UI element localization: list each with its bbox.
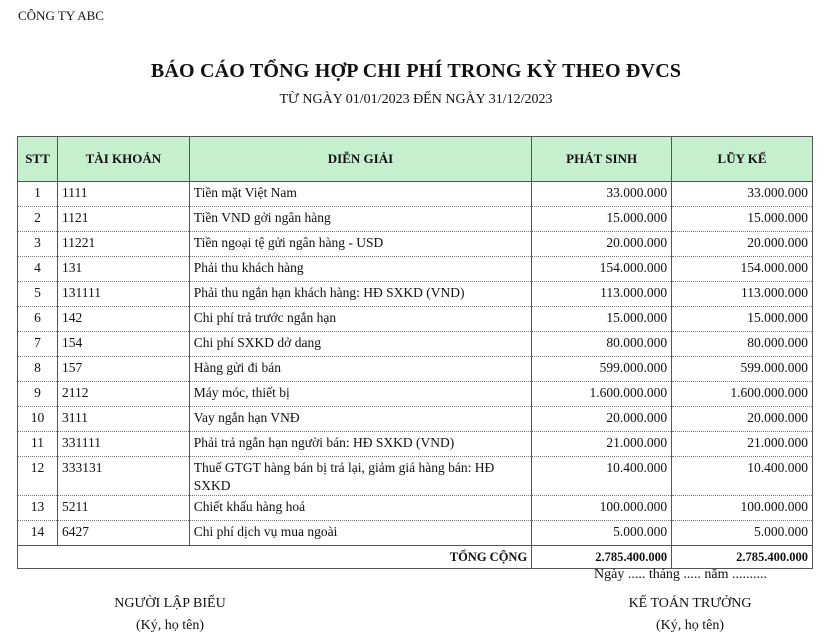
row-stt: 14 <box>18 521 58 546</box>
row-account: 3111 <box>57 407 189 432</box>
row-stt: 12 <box>18 457 58 496</box>
table-row <box>18 407 813 432</box>
row-description: Thuế GTGT hàng bán bị trả lại, giảm giá hàng bán: HĐ SXKD <box>189 457 531 496</box>
table-row <box>18 457 813 496</box>
total-label: TỔNG CỘNG <box>18 546 532 569</box>
row-amount: 15.000.000 <box>532 207 672 232</box>
row-amount: 599.000.000 <box>532 357 672 382</box>
row-description: Phải trả ngắn hạn người bán: HĐ SXKD (VND) <box>189 432 531 457</box>
column-header-cumulative: LŨY KẾ <box>672 137 813 182</box>
row-amount: 154.000.000 <box>532 257 672 282</box>
column-header-description: DIỄN GIẢI <box>189 137 531 182</box>
row-stt: 6 <box>18 307 58 332</box>
row-amount: 100.000.000 <box>532 496 672 521</box>
row-amount: 1.600.000.000 <box>532 382 672 407</box>
row-amount: 5.000.000 <box>532 521 672 546</box>
table-row <box>18 182 813 207</box>
row-account: 11221 <box>57 232 189 257</box>
row-stt: 10 <box>18 407 58 432</box>
row-amount: 80.000.000 <box>532 332 672 357</box>
row-amount: 15.000.000 <box>532 307 672 332</box>
row-amount: 113.000.000 <box>532 282 672 307</box>
row-cumulative: 21.000.000 <box>672 432 813 457</box>
table-row <box>18 332 813 357</box>
row-amount: 20.000.000 <box>532 407 672 432</box>
row-account: 157 <box>57 357 189 382</box>
report-period: TỪ NGÀY 01/01/2023 ĐẾN NGÀY 31/12/2023 <box>279 92 553 107</box>
row-description: Hàng gửi đi bán <box>189 357 531 382</box>
row-account: 142 <box>57 307 189 332</box>
row-amount: 20.000.000 <box>532 232 672 257</box>
table-row <box>18 357 813 382</box>
accountant-signature <box>610 596 770 634</box>
column-header-amount: PHÁT SINH <box>532 137 672 182</box>
accountant-role: KẾ TOÁN TRƯỞNG <box>628 596 752 611</box>
row-cumulative: 5.000.000 <box>672 521 813 546</box>
row-account: 1121 <box>57 207 189 232</box>
preparer-role: NGƯỜI LẬP BIỂU <box>114 596 226 611</box>
row-stt: 2 <box>18 207 58 232</box>
row-account: 154 <box>57 332 189 357</box>
table-row <box>18 257 813 282</box>
table-row <box>18 382 813 407</box>
row-stt: 9 <box>18 382 58 407</box>
row-description: Tiền mặt Việt Nam <box>189 182 531 207</box>
row-cumulative: 1.600.000.000 <box>672 382 813 407</box>
row-cumulative: 113.000.000 <box>672 282 813 307</box>
row-stt: 4 <box>18 257 58 282</box>
table-row <box>18 282 813 307</box>
table-row <box>18 232 813 257</box>
company-name: CÔNG TY ABC <box>18 8 104 23</box>
date-line: Ngày ..... tháng ..... năm .......... <box>594 567 768 582</box>
row-description: Máy móc, thiết bị <box>189 382 531 407</box>
accountant-note: (Ký, họ tên) <box>655 618 725 633</box>
total-cumulative: 2.785.400.000 <box>672 546 813 569</box>
row-description: Tiền ngoại tệ gửi ngân hàng - USD <box>189 232 531 257</box>
row-description: Phải thu ngắn hạn khách hàng: HĐ SXKD (VND) <box>189 282 531 307</box>
column-header-account: TÀI KHOẢN <box>57 137 189 182</box>
row-cumulative: 15.000.000 <box>672 307 813 332</box>
row-cumulative: 10.400.000 <box>672 457 813 496</box>
total-row <box>18 546 813 569</box>
row-amount: 10.400.000 <box>532 457 672 496</box>
row-cumulative: 80.000.000 <box>672 332 813 357</box>
table-header-row <box>18 137 813 182</box>
row-amount: 21.000.000 <box>532 432 672 457</box>
row-account: 131 <box>57 257 189 282</box>
row-amount: 33.000.000 <box>532 182 672 207</box>
row-stt: 1 <box>18 182 58 207</box>
row-account: 2112 <box>57 382 189 407</box>
row-account: 5211 <box>57 496 189 521</box>
row-stt: 3 <box>18 232 58 257</box>
row-cumulative: 100.000.000 <box>672 496 813 521</box>
table-row <box>18 521 813 546</box>
preparer-note: (Ký, họ tên) <box>135 618 205 633</box>
column-header-stt: STT <box>18 137 58 182</box>
row-stt: 11 <box>18 432 58 457</box>
table-row <box>18 207 813 232</box>
table-row <box>18 496 813 521</box>
row-account: 6427 <box>57 521 189 546</box>
row-cumulative: 599.000.000 <box>672 357 813 382</box>
cost-report-table <box>17 136 813 569</box>
row-cumulative: 33.000.000 <box>672 182 813 207</box>
row-stt: 13 <box>18 496 58 521</box>
total-amount: 2.785.400.000 <box>532 546 672 569</box>
table-row <box>18 307 813 332</box>
row-description: Chiết khấu hàng hoá <box>189 496 531 521</box>
row-stt: 5 <box>18 282 58 307</box>
preparer-signature <box>100 596 240 634</box>
row-cumulative: 20.000.000 <box>672 232 813 257</box>
row-description: Chi phí dịch vụ mua ngoài <box>189 521 531 546</box>
row-stt: 7 <box>18 332 58 357</box>
row-cumulative: 15.000.000 <box>672 207 813 232</box>
row-account: 1111 <box>57 182 189 207</box>
row-description: Tiền VND gởi ngân hàng <box>189 207 531 232</box>
table-body <box>18 182 813 569</box>
row-account: 333131 <box>57 457 189 496</box>
row-description: Vay ngắn hạn VNĐ <box>189 407 531 432</box>
report-title: BÁO CÁO TỔNG HỢP CHI PHÍ TRONG KỲ THEO ĐVCS <box>150 60 682 82</box>
row-description: Chi phí SXKD dở dang <box>189 332 531 357</box>
row-account: 331111 <box>57 432 189 457</box>
table-row <box>18 432 813 457</box>
row-description: Phải thu khách hàng <box>189 257 531 282</box>
row-account: 131111 <box>57 282 189 307</box>
row-description: Chi phí trả trước ngắn hạn <box>189 307 531 332</box>
row-cumulative: 20.000.000 <box>672 407 813 432</box>
row-stt: 8 <box>18 357 58 382</box>
row-cumulative: 154.000.000 <box>672 257 813 282</box>
